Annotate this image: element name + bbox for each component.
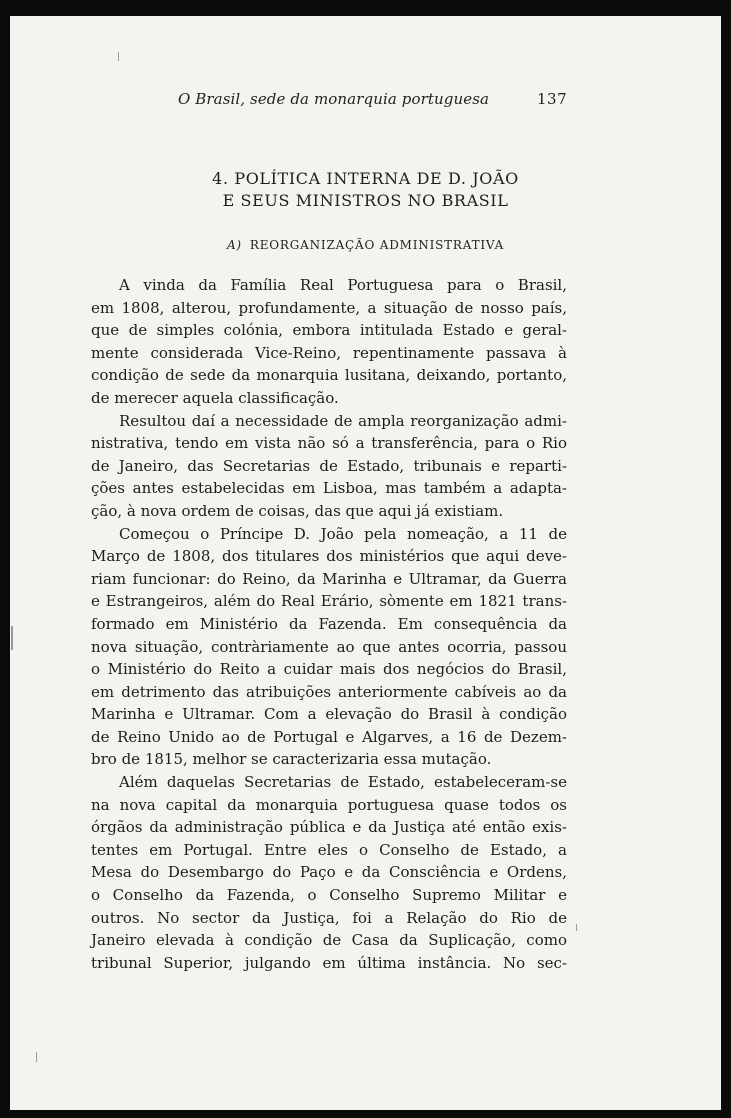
section-title: REORGANIZAÇÃO ADMINISTRATIVA <box>249 238 505 252</box>
scan-speck <box>36 1052 37 1062</box>
body-line: ção, à nova ordem de coisas, das que aqui já existiam. <box>91 501 504 520</box>
body-line: o Conselho da Fazenda, o Conselho Supremo Militar e <box>91 886 567 905</box>
body-line: Janeiro elevada à condição de Casa da Suplicação, como <box>91 931 567 950</box>
body-line: nistrativa, tendo em vista não só a transferência, para o Rio <box>91 434 567 453</box>
body-text <box>91 274 567 974</box>
running-header <box>10 90 721 112</box>
body-line: que de simples colónia, embora intitulada Estado e geral- <box>91 321 567 340</box>
body-line: Mesa do Desembargo do Paço e da Consciência e Ordens, <box>91 863 567 882</box>
body-line: bro de 1815, melhor se caracterizaria essa mutação. <box>91 750 492 769</box>
body-line: Além daquelas Secretarias de Estado, estabeleceram-se <box>119 773 567 792</box>
body-line: em 1808, alterou, profundamente, a situação de nosso país, <box>91 298 567 317</box>
body-line: ções antes estabelecidas em Lisboa, mas também a adapta- <box>91 479 567 498</box>
body-line: e Estrangeiros, além do Real Erário, sòmente em 1821 trans- <box>91 592 567 611</box>
running-title: O Brasil, sede da monarquia portuguesa <box>178 90 490 108</box>
body-line: A vinda da Família Real Portuguesa para o Brasil, <box>119 276 567 294</box>
body-line: Resultou daí a necessidade de ampla reorganização admi- <box>119 411 567 430</box>
chapter-title-line: 4. POLÍTICA INTERNA DE D. JOÃO <box>212 169 519 188</box>
body-line: tentes em Portugal. Entre eles o Conselho de Estado, a <box>91 840 567 859</box>
body-line: tribunal Superior, julgando em última instância. No sec- <box>91 953 567 972</box>
body-line: Março de 1808, dos titulares dos ministérios que aqui deve- <box>91 547 567 566</box>
body-line: Marinha e Ultramar. Com a elevação do Brasil à condição <box>91 705 567 724</box>
body-line: de Janeiro, das Secretarias de Estado, tribunais e reparti- <box>91 456 567 475</box>
body-line: de Reino Unido ao de Portugal e Algarves, a 16 de Dezem- <box>91 727 567 746</box>
body-line: na nova capital da monarquia portuguesa quase todos os <box>91 795 567 814</box>
section-heading <box>10 238 721 252</box>
body-line: outros. No sector da Justiça, foi a Relação do Rio de <box>91 908 567 927</box>
scan-speck <box>118 52 119 61</box>
body-line: nova situação, contràriamente ao que antes ocorria, passou <box>91 637 567 656</box>
body-line: formado em Ministério da Fazenda. Em consequência da <box>91 614 567 633</box>
body-line: de merecer aquela classificação. <box>91 388 339 407</box>
body-line: órgãos da administração pública e da Justiça até então exis- <box>91 818 567 837</box>
body-line: em detrimento das atribuições anteriormente cabíveis ao da <box>91 682 567 701</box>
scan-speck <box>11 626 13 650</box>
body-line: condição de sede da monarquia lusitana, deixando, portanto, <box>91 366 567 385</box>
body-line: o Ministério do Reito a cuidar mais dos negócios do Brasil, <box>91 660 567 679</box>
book-page <box>10 16 721 1110</box>
chapter-title <box>10 168 721 212</box>
chapter-title-line: E SEUS MINISTROS NO BRASIL <box>222 191 509 210</box>
body-line: Começou o Príncipe D. João pela nomeação, a 11 de <box>119 524 567 543</box>
scan-speck <box>576 924 577 931</box>
page-number: 137 <box>537 90 568 108</box>
body-line: riam funcionar: do Reino, da Marinha e Ultramar, da Guerra <box>91 569 567 588</box>
body-line: mente considerada Vice-Reino, repentinamente passava à <box>91 343 567 362</box>
section-label: A) <box>226 238 242 252</box>
